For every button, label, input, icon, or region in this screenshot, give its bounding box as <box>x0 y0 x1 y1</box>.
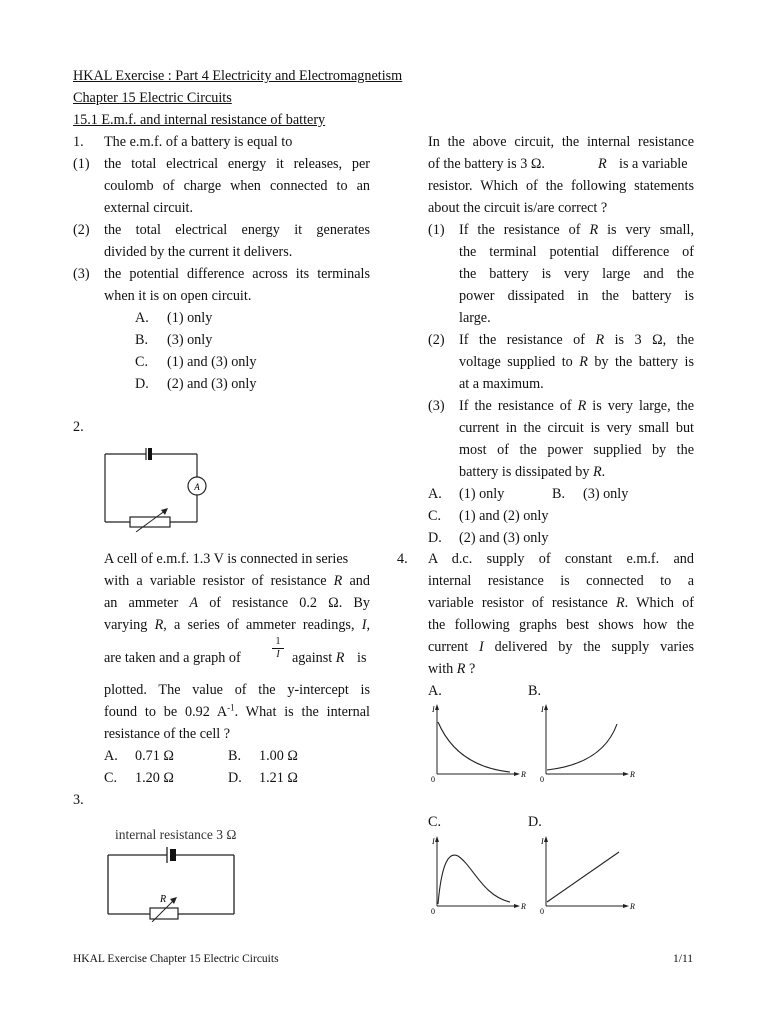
q4-graph-b-curve <box>547 724 617 770</box>
q4-graph-b-label: B. <box>528 683 542 699</box>
chapter-title: Chapter 15 Electric Circuits <box>73 90 232 106</box>
q3-option-a-letter: A. <box>428 486 442 502</box>
q3-s2-number: (2) <box>428 332 445 348</box>
q4-line6: with R ? <box>428 661 476 677</box>
page-number: 1/11 <box>673 953 694 965</box>
q1-option-d-text: (2) and (3) only <box>167 376 257 392</box>
q3-s1-line5: large. <box>459 310 491 326</box>
q3-circuit-diagram <box>100 822 245 922</box>
q3-s1-line1: If the resistance of R is very small, <box>459 222 694 238</box>
q1-option-d-letter: D. <box>135 376 149 392</box>
q4-graph-a-curve <box>438 722 510 772</box>
q3-s2-line3: at a maximum. <box>459 376 544 392</box>
q4-line5: current I delivered by the supply varies <box>428 639 694 655</box>
q4-graph-d-x-label: R <box>630 902 635 911</box>
q4-graph-a-label: A. <box>428 683 442 699</box>
q1-option-c-text: (1) and (3) only <box>167 354 257 370</box>
q3-s1-line4: power dissipated in the battery is <box>459 288 694 304</box>
q3-s1-line2: the terminal potential difference of <box>459 244 694 260</box>
q3-number: 3. <box>73 792 84 808</box>
q4-graph-d-label: D. <box>528 814 542 830</box>
q1-s3-line1: the potential difference across its terminals <box>104 266 370 282</box>
q4-line4: the following graphs best shows how the <box>428 617 694 633</box>
q4-graph-c <box>428 834 528 916</box>
q1-s3-line2: when it is on open circuit. <box>104 288 252 304</box>
q2-option-b-text: 1.00 Ω <box>259 748 298 764</box>
q1-s2-line1: the total electrical energy it generates <box>104 222 370 238</box>
q4-line3: variable resistor of resistance R. Which of <box>428 595 694 611</box>
q2-option-c-letter: C. <box>104 770 118 786</box>
q3-option-b-letter: B. <box>552 486 566 502</box>
q2-line6: plotted. The value of the y-intercept is <box>104 682 370 698</box>
q2-line5-c: is <box>357 650 367 666</box>
q1-s2-number: (2) <box>73 222 90 238</box>
q2-line5-a: are taken and a graph of <box>104 650 241 666</box>
q3-line3: resistor. Which of the following statements <box>428 178 694 194</box>
q3-line2-a: of the battery is 3 Ω. <box>428 156 545 172</box>
q2-circuit-diagram <box>100 440 210 532</box>
q4-graph-a-x-label: R <box>521 770 526 779</box>
q2-line5-b: against R <box>292 650 345 666</box>
q4-graph-c-origin: 0 <box>431 907 435 916</box>
q1-s1-line3: external circuit. <box>104 200 194 216</box>
footer-title: HKAL Exercise Chapter 15 Electric Circuits <box>73 953 279 965</box>
q4-graph-b-y-label: I <box>541 705 544 714</box>
q4-graph-d-y-label: I <box>541 837 544 846</box>
q4-graph-d-line <box>547 852 619 902</box>
q3-s3-number: (3) <box>428 398 445 414</box>
q3-s3-line2: current in the circuit is very small but <box>459 420 694 436</box>
q1-s3-number: (3) <box>73 266 90 282</box>
q4-graph-c-x-label: R <box>521 902 526 911</box>
q3-line1: In the above circuit, the internal resistance <box>428 134 694 150</box>
q2-option-d-text: 1.21 Ω <box>259 770 298 786</box>
q4-graph-d <box>537 834 637 916</box>
q3-s1-number: (1) <box>428 222 445 238</box>
q1-option-c-letter: C. <box>135 354 149 370</box>
q1-option-b-letter: B. <box>135 332 149 348</box>
q1-option-a-text: (1) only <box>167 310 213 326</box>
q4-line1: A d.c. supply of constant e.m.f. and <box>428 551 694 567</box>
q3-s2-line2: voltage supplied to R by the battery is <box>459 354 695 370</box>
q4-graph-c-label: C. <box>428 814 442 830</box>
q3-option-a-text: (1) only <box>459 486 505 502</box>
q3-line2-b: is a variable <box>619 156 688 172</box>
q2-line8: resistance of the cell ? <box>104 726 231 742</box>
q3-option-c-letter: C. <box>428 508 442 524</box>
q4-graph-a <box>428 702 528 784</box>
battery-icon <box>170 849 176 861</box>
section-title: 15.1 E.m.f. and internal resistance of battery <box>73 112 326 128</box>
q4-graph-c-y-label: I <box>432 837 435 846</box>
q3-s1-line3: the battery is very large and the <box>459 266 694 282</box>
q2-line7: found to be 0.92 $A^{-1}$. What is the internal <box>104 702 370 720</box>
q2-option-d-letter: D. <box>228 770 242 786</box>
q2-line2: with a variable resistor of resistance R and <box>104 573 370 589</box>
q3-internal-resistance-label: internal resistance 3 Ω <box>115 827 237 842</box>
q4-graph-b-origin: 0 <box>540 775 544 784</box>
q3-s3-line1: If the resistance of R is very large, the <box>459 398 694 414</box>
q4-number: 4. <box>397 551 408 567</box>
q1-s2-line2: divided by the current it delivers. <box>104 244 293 260</box>
q1-s1-line1: the total electrical energy it releases, per <box>104 156 370 172</box>
q1-option-a-letter: A. <box>135 310 149 326</box>
q3-s3-line3: most of the power supplied by the <box>459 442 694 458</box>
q3-option-c-text: (1) and (2) only <box>459 508 549 524</box>
q2-option-a-letter: A. <box>104 748 118 764</box>
ammeter-label: A <box>194 482 200 492</box>
q1-s1-line2: coulomb of charge when connected to an <box>104 178 370 194</box>
q3-resistor-label: R <box>160 894 167 905</box>
exercise-title: HKAL Exercise : Part 4 Electricity and Electromagnetism <box>73 68 403 84</box>
q3-option-d-letter: D. <box>428 530 442 546</box>
q4-graph-b <box>537 702 637 784</box>
q1-number: 1. <box>73 134 84 150</box>
q2-line1: A cell of e.m.f. 1.3 V is connected in series <box>104 551 349 567</box>
q4-graph-a-origin: 0 <box>431 775 435 784</box>
q3-s3-line4: battery is dissipated by R. <box>459 464 606 480</box>
q2-line3: an ammeter A of resistance 0.2 Ω. By <box>104 595 370 611</box>
q4-graph-d-origin: 0 <box>540 907 544 916</box>
q3-option-b-text: (3) only <box>583 486 629 502</box>
q2-option-b-letter: B. <box>228 748 242 764</box>
q2-line4: varying R, a series of ammeter readings, I, <box>104 617 370 633</box>
q3-line4: about the circuit is/are correct ? <box>428 200 608 216</box>
q4-graph-b-x-label: R <box>630 770 635 779</box>
q2-number: 2. <box>73 419 84 435</box>
q4-graph-c-curve <box>438 855 510 904</box>
q3-line2-r: R <box>598 156 607 172</box>
q3-s2-line1: If the resistance of R is 3 Ω, the <box>459 332 694 348</box>
q1-s1-number: (1) <box>73 156 90 172</box>
q4-line2: internal resistance is connected to a <box>428 573 694 589</box>
q1-stem: The e.m.f. of a battery is equal to <box>104 134 293 150</box>
q4-graph-a-y-label: I <box>432 705 435 714</box>
q2-option-c-text: 1.20 Ω <box>135 770 174 786</box>
q2-option-a-text: 0.71 Ω <box>135 748 174 764</box>
q1-option-b-text: (3) only <box>167 332 213 348</box>
q3-option-d-text: (2) and (3) only <box>459 530 549 546</box>
q2-fraction: 1 I <box>272 636 284 661</box>
